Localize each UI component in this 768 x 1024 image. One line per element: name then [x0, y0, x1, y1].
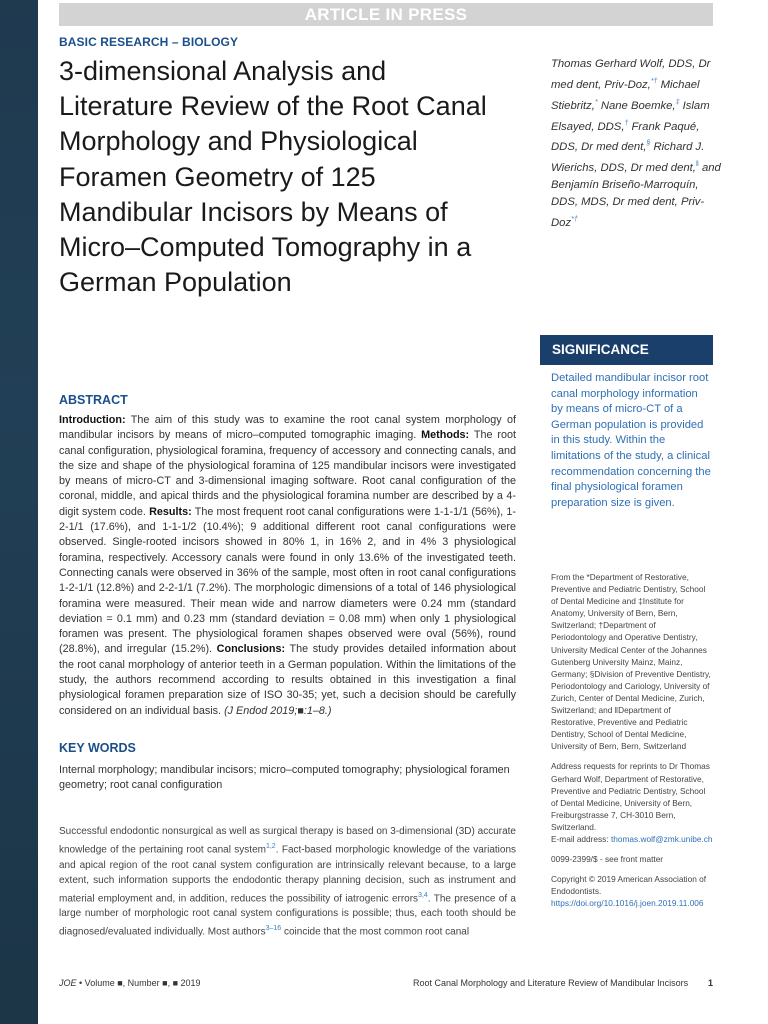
author-2: Michael Stiebritz,* — [551, 78, 700, 112]
article-title: 3-dimensional Analysis and Literature Review of the Root Canal Morphology and Physiological Foramen Geometry of 125 Mandibular Incisors by Means of Micro–Computed Tomography in a German Population — [59, 56, 487, 298]
author-1: Thomas Gerhard Wolf, DDS, Dr med dent, Priv-Doz,*† — [551, 58, 711, 91]
results-text: The most frequent root canal configurations were 1-1-1/1 (56%), 1-2-1/1 (17.6%), and 1-1-1/2 (10.4%); 9 additional different root canal configurations were observed. Single-rooted incisors showed in 80% 1, in 16% 2, and in 4% 3 physiological foramina, respectively. Accessory canals were found in only 13.6% of the investigated teeth. Connecting canals were observed in 36% of the sample, most often in root canal configurations 1-2-1/1 (12.8%) and 2-2-1/1 (7.2%). The morphologic dimensions of a total of 146 physiological foramina were measured. Their mean wide and narrow diameters were 0.24 mm (standard deviation = 0.1 mm) and 0.23 mm (standard deviation = 0.08 mm) when only 1 physiological foramen was present. The physiological foramen shapes observed were oval (56%), round (28.8%), and irregular (15.2%). — [59, 505, 516, 656]
author-4: Islam Elsayed, DDS,† — [551, 99, 710, 133]
keywords-heading: KEY WORDS — [59, 741, 136, 755]
reprint-address: Address requests for reprints to Dr Thomas Gerhard Wolf, Department of Restorative, Preventive and Pediatric Dentistry, School of Dental Medicine, University of Bern, Freiburgstrasse 7, CH-3010 Bern, Switzerland. E-mail address: thomas.wolf@zmk.unibe.ch — [551, 761, 713, 844]
intro-text: The aim of this study was to examine the root canal system morphology of mandibular incisors by means of micro–computed tomographic imaging. — [59, 414, 516, 442]
conclusions-text: The study provides detailed information about the root canal morphology of anterior teeth in a German population. Within the limitations of the study, the authors recommend according to results obtained in this investigation a final physiological foramen preparation size of ISO 30-35; yet, such a decision should be carefully considered on an individual basis. — [59, 643, 516, 717]
side-color-strip — [0, 0, 38, 1024]
affiliations-from: From the *Department of Restorative, Preventive and Pediatric Dentistry, School of Dental Medicine and ‡Institute for Anatomy, University of Bern, Bern, Switzerland; †Department of Periodontology and Operative Dentistry, University Medical Center of the Johannes Gutenberg University Mainz, Mainz, Germany; §Division of Preventive Dentistry, Periodontology and Cariology, University of Zurich, Center of Dental Medicine, Zurich, Switzerland; and ‖Department of Restorative, Preventive and Pediatric Dentistry, School of Dental Medicine, University of Bern, Bern, Switzerland — [551, 572, 711, 752]
reference-link[interactable]: 3,4 — [418, 891, 428, 899]
keywords-text: Internal morphology; mandibular incisors; micro–computed tomography; physiological foramen geometry; root canal configuration — [59, 764, 510, 792]
author-7: and Benjamín Briseño-Marroquín, DDS, MDS, Dr med dent, Priv-Doz*† — [551, 162, 721, 230]
author-5: Frank Paqué, DDS, Dr med dent,§ — [551, 120, 700, 154]
abstract-body — [59, 413, 516, 719]
footer-journal-info — [59, 978, 201, 988]
page-number: 1 — [707, 978, 713, 988]
significance-text: Detailed mandibular incisor root canal morphology information by means of micro-CT of a German population is provided in this study. Within the limitations of the study, a clinical recommendation concerning the final physiological foramen preparation size is given. — [551, 372, 711, 509]
intro-label: Introduction: — [59, 414, 126, 426]
reference-link[interactable]: 1,2 — [265, 843, 276, 851]
author-3: Nane Boemke,‡ — [600, 98, 680, 112]
conclusions-label: Conclusions: — [216, 643, 286, 656]
issn-line: 0099-2399/$ - see front matter — [551, 854, 664, 865]
email-link[interactable]: thomas.wolf@zmk.unibe.ch — [610, 833, 713, 844]
citation: (J Endod 2019;■:1–8.) — [224, 704, 332, 717]
footer-running-title: Root Canal Morphology and Literature Review of Mandibular Incisors 1 — [413, 978, 713, 988]
intro-paragraph: Successful endodontic nonsurgical as well as surgical therapy is based on 3-dimensional (3D) accurate knowledge of the pertaining root canal system$^{1,2}$. Fact-based morphologic knowledge of the variations and apical region of the root canal system configuration are intrinsically relevant because, to a large extent, such information supports the endodontic therapy planning decision, such as instrument and material employment and, in addition, reduces the possibility of iatrogenic errors$^{3,4}$. The presence of a large number of morphologic root canal system configurations is possible; thus, each tooth should be diagnosed/evaluated individually. Most authors$^{3-16}$ coincide that the most common root canal — [59, 826, 517, 938]
section-label: BASIC RESEARCH – BIOLOGY — [59, 35, 239, 49]
author-list — [551, 56, 721, 232]
copyright-block: Copyright © 2019 American Association of Endodontists. https://doi.org/10.1016/j.joen.2019.11.006 — [551, 874, 707, 909]
journal-name: JOE — [59, 978, 77, 988]
doi-link[interactable]: https://doi.org/10.1016/j.joen.2019.11.006 — [551, 898, 704, 909]
significance-heading: SIGNIFICANCE — [540, 335, 713, 365]
volume-info: • Volume ■, Number ■, ■ 2019 — [79, 978, 201, 988]
abstract-heading: ABSTRACT — [59, 393, 128, 407]
methods-text: The root canal configuration, physiological foramina, frequency of accessory and connecting canals, and the size and shape of the physiological foramina of 125 mandibular incisors were investigated by means of micro-CT and 3-dimensional imaging software. Root canal configuration of the coronal, middle, and apical thirds and the physiological foramina number are described by a 4-digit system code. — [59, 429, 516, 518]
article-in-press-banner: ARTICLE IN PRESS — [59, 3, 713, 26]
author-6: Richard J. Wierichs, DDS, Dr med dent,‖ — [551, 141, 705, 175]
methods-label: Methods: — [421, 429, 470, 442]
affiliations — [551, 571, 713, 917]
results-label: Results: — [149, 505, 192, 518]
reference-link[interactable]: 3–16 — [265, 925, 282, 933]
